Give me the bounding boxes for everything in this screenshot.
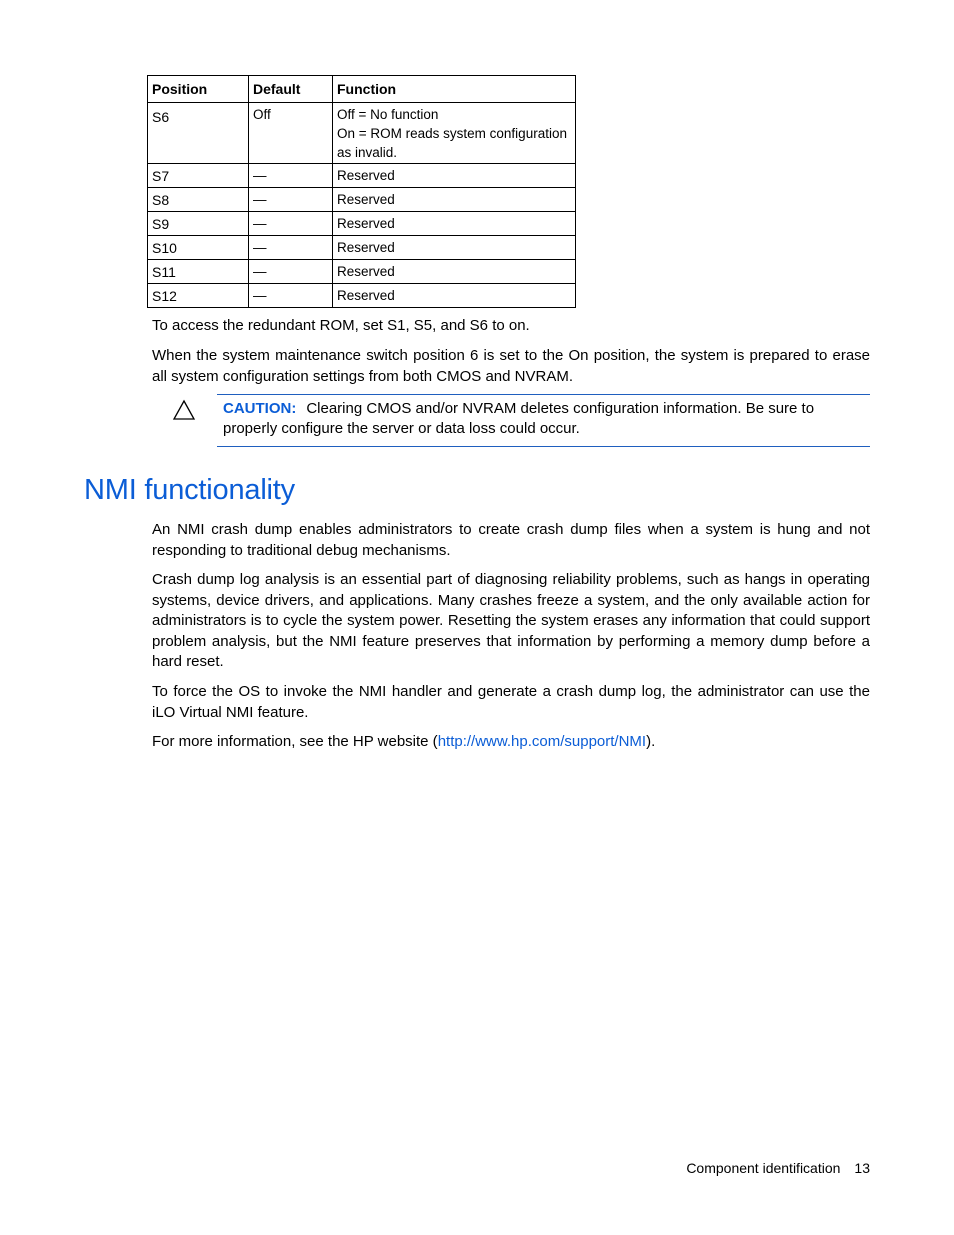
hp-nmi-link[interactable]: http://www.hp.com/support/NMI [437, 733, 647, 750]
switch-settings-table [147, 75, 576, 308]
page-number: 13 [854, 1160, 870, 1176]
page-footer [686, 1158, 870, 1178]
function-line: Reserved [337, 288, 395, 303]
cell-position: S7 [148, 164, 249, 188]
nmi-intro-paragraph: An NMI crash dump enables administrators to create crash dump files when a system is hung and not responding to traditional debug mechanisms. [152, 521, 870, 559]
cell-position: S10 [148, 236, 249, 260]
virtual-nmi-paragraph: To force the OS to invoke the NMI handler and generate a crash dump log, the administrator can use the iLO Virtual NMI feature. [152, 683, 870, 721]
function-line: as invalid. [337, 145, 398, 160]
footer-section-name: Component identification [686, 1160, 841, 1176]
table-row [148, 188, 576, 212]
cell-position: S8 [148, 188, 249, 212]
more-info-paragraph [152, 732, 870, 753]
cell-function [333, 236, 576, 260]
more-info-suffix: ). [646, 733, 656, 750]
warning-triangle-icon [172, 398, 196, 422]
cell-function [333, 212, 576, 236]
table-row [148, 284, 576, 308]
table-row [148, 236, 576, 260]
maintenance-switch-paragraph: When the system maintenance switch position 6 is set to the On position, the system is prepared to erase all system configuration settings from both CMOS and NVRAM. [152, 347, 870, 385]
cell-default: — [249, 236, 333, 260]
column-header-function: Function [333, 76, 576, 103]
cell-default: Off [249, 103, 333, 164]
cell-default: — [249, 212, 333, 236]
function-line: Reserved [337, 264, 395, 279]
caution-label: CAUTION: [223, 400, 297, 417]
cell-function [333, 188, 576, 212]
caution-text-block [223, 399, 863, 439]
function-line: On = ROM reads system configuration [337, 126, 567, 141]
table-body [148, 103, 576, 308]
table-row [148, 164, 576, 188]
cell-position: S6 [148, 103, 249, 164]
cell-position: S11 [148, 260, 249, 284]
caution-message: Clearing CMOS and/or NVRAM deletes configuration information. Be sure to properly configure the server or data loss could occur. [223, 400, 815, 437]
cell-position: S12 [148, 284, 249, 308]
redundant-rom-paragraph: To access the redundant ROM, set S1, S5, and S6 to on. [152, 317, 530, 334]
function-line: Reserved [337, 240, 395, 255]
cell-function [333, 284, 576, 308]
cell-function [333, 164, 576, 188]
section-heading: NMI functionality [84, 474, 295, 506]
table-row [148, 103, 576, 164]
column-header-position: Position [148, 76, 249, 103]
cell-position: S9 [148, 212, 249, 236]
cell-default: — [249, 260, 333, 284]
cell-default: — [249, 284, 333, 308]
cell-default: — [249, 164, 333, 188]
cell-function [333, 260, 576, 284]
cell-function [333, 103, 576, 164]
caution-box [217, 394, 870, 447]
function-line: Off = No function [337, 107, 439, 122]
table-row [148, 212, 576, 236]
cell-default: — [249, 188, 333, 212]
function-line: Reserved [337, 168, 395, 183]
table-header-row [148, 76, 576, 103]
crash-dump-analysis-paragraph: Crash dump log analysis is an essential part of diagnosing reliability problems, such as hangs in operating systems, device drivers, and applications. Many crashes freeze a system, and the only available action for administrators is to cycle the system power. Resetting the system erases any information that could support problem analysis, but the NMI feature preserves that information by performing a memory dump before a hard reset. [152, 571, 870, 670]
function-line: Reserved [337, 192, 395, 207]
more-info-prefix: For more information, see the HP website ( [152, 733, 438, 750]
table-row [148, 260, 576, 284]
column-header-default: Default [249, 76, 333, 103]
function-line: Reserved [337, 216, 395, 231]
